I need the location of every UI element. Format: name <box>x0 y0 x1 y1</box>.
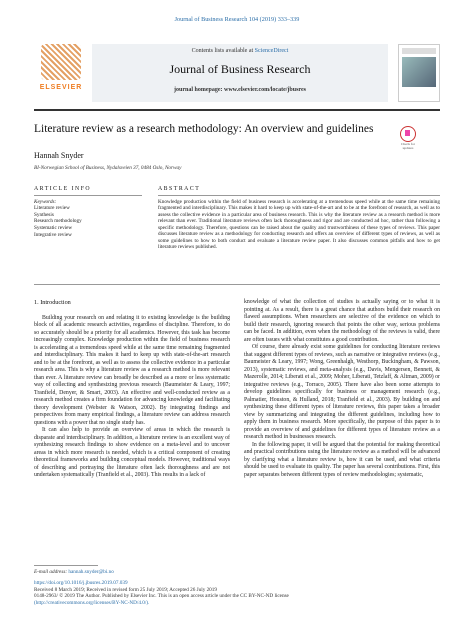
publisher-logo-text: ELSEVIER <box>39 84 83 91</box>
check-for-updates-badge[interactable] <box>397 126 419 148</box>
keywords-list <box>34 199 142 239</box>
cover-bar <box>402 48 436 54</box>
article-info-rule <box>34 195 142 196</box>
sciencedirect-link[interactable]: ScienceDirect <box>254 48 289 54</box>
license-link[interactable]: (http://creativecommons.org/licenses/BY-NC-ND/4.0/). <box>34 600 150 607</box>
body-paragraph: knowledge of what the collection of studies is actually saying or to what it is pointing at. As a result, there is a great chance that authors build their research on flawed assumptions. When researchers are selective of the evidence on which to build their research, ignoring research that points the other way, serious problems can be faced. In addition, even when the methodology of the reviews is valid, there are often issues with what constitutes a good contribution. <box>244 299 440 343</box>
journal-title: Journal of Business Research <box>169 62 311 76</box>
received-dates: Received 8 March 2019; Received in revised form 25 July 2019; Accepted 26 July 2019 <box>34 586 217 593</box>
author-name: Hannah Snyder <box>34 151 84 160</box>
footnote-rule <box>34 565 98 566</box>
section-heading-introduction: 1. Introduction <box>34 299 71 306</box>
abstract-text: Knowledge production within the field of business research is accelerating at a tremendous speed while at the same time remaining fragmented and interdisciplinary. This makes it hard to keep up with state-of-the-art and to be at the forefront of research, as well as to assess the collective evidence in a particular area of business research. This is why the literature review as a research method is more relevant than ever. Traditional literature reviews often lack thoroughness and rigor and are conducted ad hoc, rather than following a specific methodology. Therefore, questions can be raised about the quality and trustworthiness of these types of reviews. This paper discusses literature review as a methodology for conducting research and offers an overview of different types of reviews, as well as some guidelines to how to both conduct and evaluate a literature review paper. It also discusses common pitfalls and how to get literature reviews published. <box>158 198 440 251</box>
body-column-right <box>244 299 440 479</box>
abstract-heading: ABSTRACT <box>158 186 201 192</box>
contents-line <box>92 48 388 54</box>
keyword-item: Integrative review <box>34 231 72 238</box>
email-label: E-mail address: <box>34 569 68 575</box>
abstract-rule <box>158 195 440 196</box>
email-link[interactable]: hannah.snyder@bi.no <box>68 569 114 575</box>
doi-link[interactable]: https://doi.org/10.1016/j.jbusres.2019.07.039 <box>34 579 128 586</box>
abstract-panel <box>158 186 440 251</box>
journal-header <box>34 44 440 104</box>
journal-citation-link[interactable]: Journal of Business Research 104 (2019) 333–339 <box>174 16 300 23</box>
elsevier-tree-icon <box>41 44 81 80</box>
email-line <box>34 569 440 576</box>
keyword-item: Synthesis <box>34 211 54 218</box>
article-info-heading: ARTICLE INFO <box>34 186 92 192</box>
check-updates-icon <box>400 126 416 142</box>
homepage-prefix: journal homepage: <box>174 87 223 93</box>
body-paragraph: In the following paper, it will be argued that the potential for making theoretical and practical contributions using the literature review as a method will be advanced by clarifying what a literature review is, how it can be used, and what criteria should be used to evaluate its quality. The paper has several contributions. First, this paper separates between different types of review methodologies; systematic, <box>244 441 440 478</box>
body-paragraph: It can also help to provide an overview of areas in which the research is disparate and interdisciplinary. In addition, a literature review is an excellent way of synthesizing research findings to show evidence on a meta-level and to uncover areas in which more research is needed, which is a critical component of creating theoretical frameworks and building conceptual models. However, traditional ways of describing and portraying the literature often lack thoroughness and are not undertaken systematically (Tranfield et al., 2003). This results in a lack of <box>34 427 230 478</box>
body-paragraph: Building your research on and relating it to existing knowledge is the building block of all academic research activities, regardless of discipline. Therefore, to do so accurately should be a priority for all academics. However, this task has become increasingly complex. Knowledge production within the field of business research is accelerating at a tremendous speed while at the same time remaining fragmented and interdisciplinary. This makes it hard to keep up with state-of-the-art research and to be at the forefront, as well as to assess the collective evidence in a particular research area. This is why a literature review as a research method is more relevant than ever. A literature review can broadly be described as a more or less systematic way of collecting and synthesizing previous research (Baumeister & Leary, 1997; Tranfield, Denyer, & Smart, 2003). An effective and well-conducted review as a research method creates a firm foundation for advancing knowledge and facilitating theory development (Webster & Watson, 2002). By integrating findings and perspectives from many empirical findings, a literature review can address research questions with a power that no single study has. <box>34 314 230 426</box>
abstract-bottom-rule <box>34 284 440 285</box>
homepage-line <box>92 87 388 93</box>
cover-image <box>402 57 436 87</box>
body-paragraph: Of course, there already exist some guidelines for conducting literature reviews that suggest different types of reviews, such as narrative or integrative reviews (e.g., Baumeister & Leary, 1997; Wong, Greenhalgh, Westhorp, Buckingham, & Pawson, 2013), systematic reviews, and meta-analysis (e.g., Davis, Mengersen, Bennett, & Mazerolle, 2014; Liberati et al., 2009; Moher, Liberati, Tetzlaff, & Altman, 2009) or integrative reviews (e.g., Torraco, 2005). There have also been some attempts to develop guidelines specifically for business or management research (e.g., Palmatier, Houston, & Hulland, 2018; Tranfield et al., 2003). By building on and synthesizing these different types of literature reviews, this paper takes a broader view by summarizing and integrating the different guidelines, including how to apply them in business research. More specifically, the purpose of this paper is to provide an overview of and guidelines for different types of literature review as a research method in businesses research. <box>244 344 440 440</box>
keyword-item: Literature review <box>34 205 70 212</box>
header-rule <box>34 109 440 111</box>
masthead <box>92 44 388 102</box>
elsevier-logo[interactable] <box>34 44 88 102</box>
keyword-item: Systematic review <box>34 224 73 231</box>
keyword-item: Research methodology <box>34 218 82 225</box>
author-affiliation: BI-Norwegian School of Business, Nydalsveien 37, 0484 Oslo, Norway <box>34 165 182 171</box>
article-title: Literature review as a research methodology: An overview and guidelines <box>34 123 374 135</box>
article-info-panel <box>34 186 142 238</box>
journal-cover-thumbnail[interactable] <box>398 44 440 102</box>
contents-prefix: Contents lists available at <box>191 48 254 54</box>
body-column-left <box>34 299 230 480</box>
keywords-label: Keywords: <box>34 198 57 205</box>
homepage-link[interactable]: www.elsevier.com/locate/jbusres <box>224 87 306 93</box>
check-updates-label: Check for updates <box>401 142 415 150</box>
article-footer <box>34 569 440 607</box>
license-text: 0148-2963/ © 2019 The Author. Published by Elsevier Inc. This is an open access article under the CC BY-NC-ND license <box>34 593 289 600</box>
